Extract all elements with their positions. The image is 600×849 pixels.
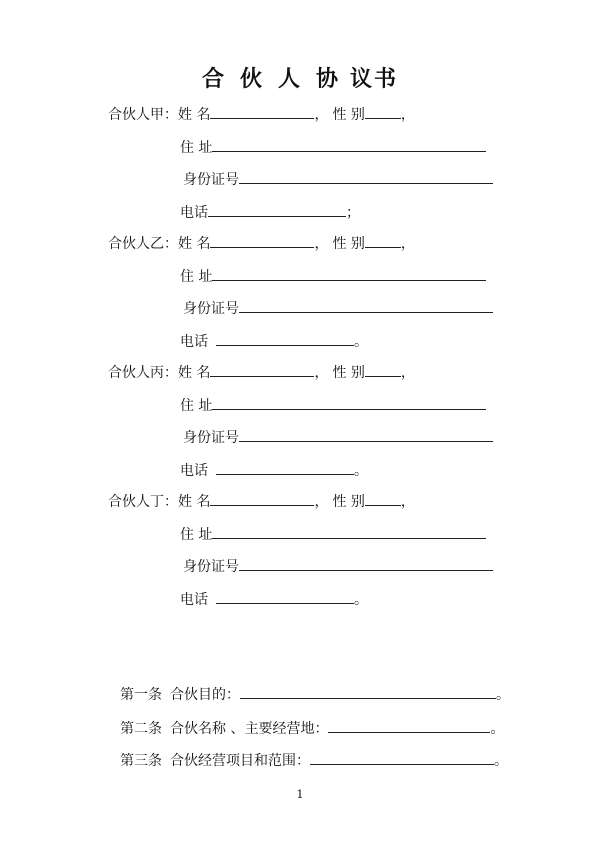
title-char: 协 — [316, 66, 343, 92]
title-char: 议书 — [350, 66, 399, 92]
partner-a-name-field[interactable] — [210, 104, 314, 119]
title-char: 人 — [277, 66, 304, 92]
article-label: 第二条 — [120, 721, 162, 737]
partner-c-address-row — [180, 395, 486, 417]
article-text: 合伙经营项目和范围： — [170, 753, 310, 769]
article-1 — [120, 684, 510, 706]
article-text: 合伙名称 、主要经营地： — [170, 721, 329, 737]
partner-d-gender-field[interactable] — [365, 491, 401, 506]
partner-b-address-row — [180, 266, 486, 288]
partner-c-name-field[interactable] — [210, 362, 314, 377]
end-mark: 。 — [496, 687, 510, 703]
article-1-field[interactable] — [240, 684, 496, 699]
partner-a-label: 合伙人甲： — [108, 107, 178, 123]
partner-c-label: 合伙人丙： — [108, 365, 178, 381]
partner-a-name-row — [108, 104, 415, 126]
partner-b-label: 合伙人乙： — [108, 236, 178, 252]
phone-label: 电话 — [180, 463, 208, 479]
partner-a-id-field[interactable] — [239, 169, 493, 184]
partner-d-address-field[interactable] — [212, 524, 486, 539]
comma: ， — [400, 494, 415, 510]
article-label: 第三条 — [120, 753, 162, 769]
phone-label: 电话 — [180, 334, 208, 350]
partner-b-id-field[interactable] — [239, 298, 493, 313]
comma: ， — [400, 236, 415, 252]
name-label: 姓 名 — [178, 494, 211, 510]
partner-c-id-field[interactable] — [239, 427, 493, 442]
name-label: 姓 名 — [178, 365, 211, 381]
partner-d-id-field[interactable] — [239, 556, 493, 571]
end-mark: 。 — [354, 463, 368, 479]
partner-c-phone-field[interactable] — [216, 460, 354, 475]
partner-d-phone-field[interactable] — [216, 589, 354, 604]
partner-b-name-row — [108, 233, 415, 255]
end-mark: 。 — [354, 334, 368, 350]
partner-c-gender-field[interactable] — [365, 362, 401, 377]
comma: ， — [314, 365, 329, 381]
partner-d-address-row — [180, 524, 486, 546]
partner-c-id-row — [183, 427, 493, 449]
name-label: 姓 名 — [178, 107, 211, 123]
id-label: 身份证号 — [183, 559, 239, 575]
gender-label: 性 别 — [332, 107, 365, 123]
partner-c-address-field[interactable] — [212, 395, 486, 410]
document-title — [0, 62, 600, 93]
article-3 — [120, 750, 508, 772]
gender-label: 性 别 — [332, 494, 365, 510]
phone-label: 电话 — [180, 205, 208, 221]
partner-a-phone-field[interactable] — [208, 202, 346, 217]
partner-c-name-row — [108, 362, 415, 384]
id-label: 身份证号 — [183, 172, 239, 188]
partner-a-id-row — [183, 169, 493, 191]
gender-label: 性 别 — [332, 365, 365, 381]
gender-label: 性 别 — [332, 236, 365, 252]
article-label: 第一条 — [120, 687, 162, 703]
comma: ， — [400, 365, 415, 381]
partner-b-name-field[interactable] — [210, 233, 314, 248]
partner-d-id-row — [183, 556, 493, 578]
partner-b-gender-field[interactable] — [365, 233, 401, 248]
article-3-field[interactable] — [310, 750, 494, 765]
id-label: 身份证号 — [183, 430, 239, 446]
end-mark: ； — [346, 205, 360, 221]
partner-d-name-field[interactable] — [210, 491, 314, 506]
address-label: 住 址 — [180, 527, 213, 543]
partner-d-name-row — [108, 491, 415, 513]
article-2 — [120, 718, 504, 740]
title-char: 伙 — [239, 66, 266, 92]
partner-a-address-field[interactable] — [212, 137, 486, 152]
end-mark: 。 — [494, 753, 508, 769]
id-label: 身份证号 — [183, 301, 239, 317]
comma: ， — [314, 107, 329, 123]
end-mark: 。 — [490, 721, 505, 737]
partner-a-address-row — [180, 137, 486, 159]
partner-a-gender-field[interactable] — [365, 104, 401, 119]
address-label: 住 址 — [180, 140, 213, 156]
phone-label: 电话 — [180, 592, 208, 608]
partner-d-label: 合伙人丁： — [108, 494, 178, 510]
partner-b-address-field[interactable] — [212, 266, 486, 281]
comma: ， — [400, 107, 415, 123]
article-2-field[interactable] — [328, 718, 490, 733]
page-number: 1 — [296, 788, 304, 801]
partner-b-phone-row — [180, 331, 368, 353]
partner-a-phone-row — [180, 202, 360, 224]
title-char: 合 — [201, 66, 228, 92]
partner-d-phone-row — [180, 589, 368, 611]
partner-c-phone-row — [180, 460, 368, 482]
comma: ， — [314, 236, 329, 252]
comma: ， — [314, 494, 329, 510]
end-mark: 。 — [354, 592, 368, 608]
name-label: 姓 名 — [178, 236, 211, 252]
partner-b-phone-field[interactable] — [216, 331, 354, 346]
partner-b-id-row — [183, 298, 493, 320]
article-text: 合伙目的： — [170, 687, 240, 703]
address-label: 住 址 — [180, 269, 213, 285]
address-label: 住 址 — [180, 398, 213, 414]
